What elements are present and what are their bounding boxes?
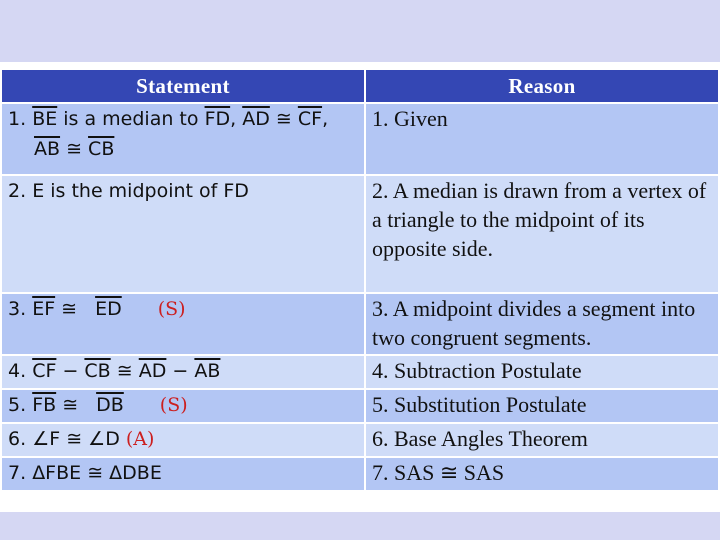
proof-row-4 [1, 355, 719, 389]
statement-1: 1. $\overline{BE}$ is a median to $\overline{FD}$, $\overline{AD}$ ≅ $\overline{CF}$, $\overline{AB}$ ≅ $\overline{CB}$ [1, 103, 365, 175]
reason-3: 3. A midpoint divides a segment into two congruent segments. [365, 293, 719, 355]
segment-FD: $\overline{FD}$ [204, 108, 231, 130]
segment-AB: $\overline{AB}$ [34, 138, 61, 160]
header-row [1, 69, 719, 103]
statement-7: 7. ΔFBE ≅ ΔDBE [1, 457, 365, 491]
reason-7: 7. SAS ≅ SAS [365, 457, 719, 491]
bottom-band [0, 512, 720, 540]
statement-5: 5. $\overline{FB}$ ≅ $\overline{DB}$ (S) [1, 389, 365, 423]
proof-row-6 [1, 423, 719, 457]
reason-2: 2. A median is drawn from a vertex of a triangle to the midpoint of its opposite side. [365, 175, 719, 293]
top-band [0, 0, 720, 62]
tag-side: (S) [157, 298, 186, 320]
reason-5: 5. Substitution Postulate [365, 389, 719, 423]
reason-6: 6. Base Angles Theorem [365, 423, 719, 457]
tag-side: (S) [159, 394, 188, 416]
proof-row-5 [1, 389, 719, 423]
segment-BE: $\overline{BE}$ [32, 108, 58, 130]
reason-1: 1. Given [365, 103, 719, 175]
reason-4: 4. Subtraction Postulate [365, 355, 719, 389]
proof-row-1 [1, 103, 719, 175]
statement-6: 6. ∠F ≅ ∠D (A) [1, 423, 365, 457]
statement-4: 4. $\overline{CF} - \overline{CB}$ ≅ $\overline{AD} - \overline{AB}$ [1, 355, 365, 389]
tag-angle: (A) [125, 428, 155, 450]
segment-CB: $\overline{CB}$ [88, 138, 115, 160]
header-reason: Reason [365, 69, 719, 103]
segment-CF: $\overline{CF}$ [297, 108, 323, 130]
proof-row-7 [1, 457, 719, 491]
segment-AD: $\overline{AD}$ [242, 108, 270, 130]
header-statement: Statement [1, 69, 365, 103]
proof-table [0, 68, 720, 492]
proof-row-3 [1, 293, 719, 355]
statement-3: 3. $\overline{EF}$ ≅ $\overline{ED}$ (S) [1, 293, 365, 355]
statement-2: 2. E is the midpoint of FD [1, 175, 365, 293]
proof-row-2 [1, 175, 719, 293]
